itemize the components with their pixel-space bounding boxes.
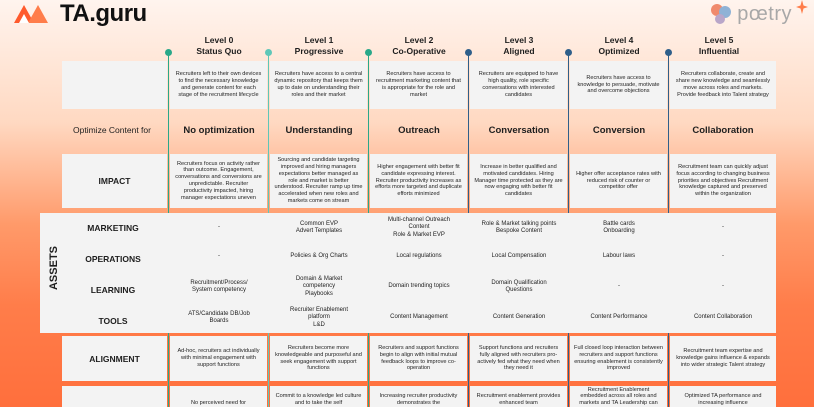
poetry-logo <box>709 2 792 26</box>
asset-operations-4: Labour laws <box>602 253 636 260</box>
sparkle-icon <box>796 0 808 14</box>
description-5: Recruiters collaborate, create and share new knowledge and seamlessly move across roles and markets. Provide feedback into Talent strategy <box>670 61 776 109</box>
optimize-value-0: No optimization <box>183 124 255 136</box>
impact-5: Recruitment team can quickly adjust focus according to changing business priorities and objectives Recruitment knowledge captured and preserved within the organization <box>670 154 776 208</box>
asset-learning-0: Recruitment/Process/ System competency <box>190 279 248 293</box>
asset-learning-5: - <box>722 283 724 290</box>
asset-operations-1: Policies & Org Charts <box>290 253 348 260</box>
impact-0: Recruiters focus on activity rather than outcome. Engagement, conversations and conversions are unpredictable. Recruiter productivity impacted, hiring manager expectations uneven <box>170 154 267 208</box>
last-row-0: No perceived need for <box>170 386 267 407</box>
alignment-0: Ad-hoc, recruiters act individually with minimal engagement with support functions <box>170 336 267 381</box>
impact-2: Higher engagement with better fit candidate expressing interest. Recruiter productivity increases as efforts more targeted and duplicate efforts minimized <box>370 154 467 208</box>
asset-marketing-1: Common EVP Advert Templates <box>295 220 343 234</box>
impact-4: Higher offer acceptance rates with reduced risk of counter or competitor offer <box>570 154 667 208</box>
asset-tools-2: Content Management <box>390 314 448 321</box>
asset-operations-5: - <box>722 253 724 260</box>
description-0: Recruiters left to their own devices to find the necessary knowledge and generate content for each stage of the recruitment lifecycle <box>170 61 267 109</box>
asset-learning-1: Domain & Market competency Playbooks <box>295 275 343 297</box>
last-row-4: Recruitment Enablement embedded across all roles and markets and TA Leadership can <box>570 386 667 407</box>
asset-marketing-0: - <box>218 224 220 231</box>
poetry-logo-icon <box>709 2 733 26</box>
asset-learning-2: Domain trending topics <box>388 283 450 290</box>
optimize-value-3: Conversation <box>488 124 550 136</box>
asset-learning-4: - <box>618 283 620 290</box>
asset-marketing-3: Role & Market talking points Bespoke Content <box>481 220 557 234</box>
last-row-label-cell <box>62 386 167 407</box>
optimize-value-1: Understanding <box>285 124 353 136</box>
asset-marketing-2: Multi-channel Outreach Content Role & Market EVP <box>387 216 451 238</box>
last-row-5: Optimized TA performance and increasing influence <box>670 386 776 407</box>
asset-operations-3: Local Compensation <box>491 253 547 260</box>
alignment-5: Recruitment team expertise and knowledge gains influence & expands into wider strategic Talent strategy <box>670 336 776 381</box>
level-header-2: Level 2 Co-Operative <box>392 35 446 56</box>
alignment-3: Support functions and recruiters fully aligned with recruiters pro-actively fed what they need when they need it <box>470 336 567 381</box>
last-row-1: Commit to a knowledge led culture and to take the self <box>270 386 367 407</box>
alignment-label: ALIGNMENT <box>62 336 167 381</box>
optimize-value-4: Conversion <box>592 124 646 136</box>
level-header-1: Level 1 Progressive <box>294 35 344 56</box>
ta-guru-logo-icon <box>14 3 56 25</box>
description-3: Recruiters are equipped to have high quality, role specific conversations with interested candidates <box>470 61 567 109</box>
level-header-3: Level 3 Aligned <box>503 35 535 56</box>
asset-row-label-marketing: MARKETING <box>87 223 139 233</box>
asset-tools-5: Content Collaboration <box>693 314 753 321</box>
level-header-0: Level 0 Status Quo <box>196 35 242 56</box>
alignment-2: Recruiters and support functions begin to align with initial mutual feedback loops to improve co- operation <box>370 336 467 381</box>
optimize-value-5: Collaboration <box>692 124 754 136</box>
optimize-value-2: Outreach <box>398 124 440 136</box>
asset-operations-2: Local regulations <box>396 253 442 260</box>
asset-tools-3: Content Generation <box>492 314 546 321</box>
level-header-5: Level 5 Influential <box>698 35 740 56</box>
last-row-3: Recruitment enablement provides enhanced team <box>470 386 567 407</box>
description-1: Recruiters have access to a central dynamic repository that keeps them up to date on understanding their roles and their market <box>270 61 367 109</box>
level-header-4: Level 4 Optimized <box>598 35 640 56</box>
asset-tools-4: Content Performance <box>590 314 648 321</box>
asset-tools-1: Recruiter Enablement platform L&D <box>289 306 349 328</box>
description-4: Recruiters have access to knowledge to persuade, motivate and overcome objections <box>570 61 667 109</box>
optimize-label: Optimize Content for <box>73 125 151 135</box>
alignment-4: Full closed loop interaction between recruiters and support functions ensuring enablement is consistently improved <box>570 336 667 381</box>
description-empty-cell <box>62 61 167 109</box>
partner-text: pœtry <box>737 2 792 25</box>
last-row-2: Increasing recruiter productivity demonstrates the <box>370 386 467 407</box>
assets-label: ASSETS <box>48 246 60 291</box>
impact-1: Sourcing and candidate targeting improved and hiring managers expectations better managed as role and market is better understood. Recruiter ramp up time accelerated when new roles and markets come on stream <box>270 154 367 208</box>
asset-row-label-learning: LEARNING <box>90 285 136 295</box>
logo-text: TA.guru <box>60 0 147 27</box>
asset-operations-0: - <box>218 253 220 260</box>
asset-marketing-5: - <box>722 224 724 231</box>
alignment-1: Recruiters become more knowledgeable and purposeful and seek engagement with support functions <box>270 336 367 381</box>
asset-learning-3: Domain Qualification Questions <box>491 279 547 293</box>
impact-3: Increase in better qualified and motivated candidates. Hiring Manager time protected as they are now engaging with better fit candidates <box>470 154 567 208</box>
ta-guru-logo <box>14 0 147 28</box>
description-2: Recruiters have access to recruitment marketing content that is appropriate for the role and market <box>370 61 467 109</box>
asset-row-label-tools: TOOLS <box>98 316 128 326</box>
impact-label: IMPACT <box>62 154 167 208</box>
asset-marketing-4: Battle cards Onboarding <box>603 220 635 234</box>
asset-tools-0: ATS/Candidate DB/Job Boards <box>188 310 250 324</box>
asset-row-label-operations: OPERATIONS <box>85 254 141 264</box>
